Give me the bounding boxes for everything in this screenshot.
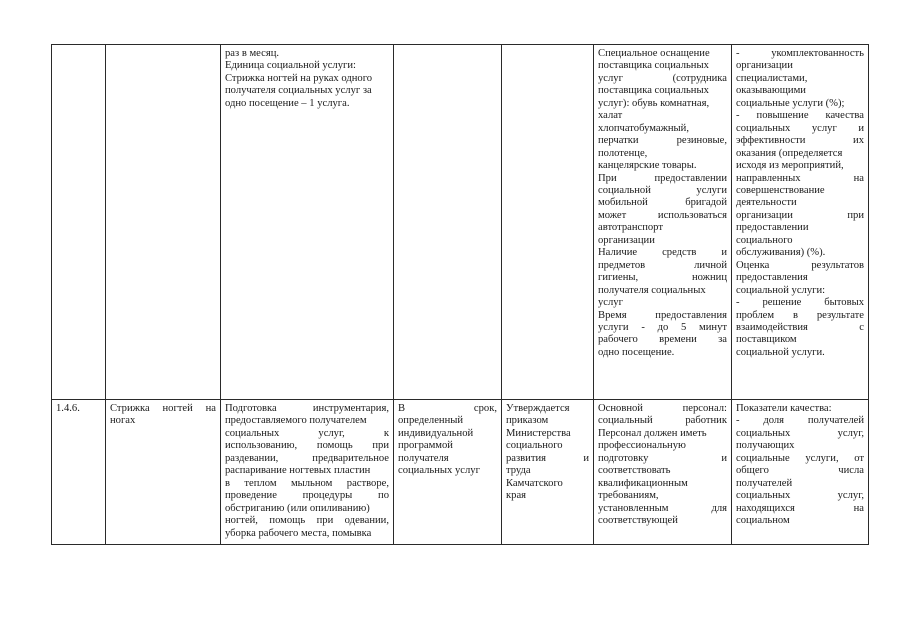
table-row [52, 45, 869, 400]
cell-number [52, 45, 106, 400]
text-line: исходя из мероприятий, [736, 160, 844, 172]
text-line: канцелярские товары. [598, 160, 697, 172]
text-line: получателей [736, 477, 793, 489]
cell-norm [502, 45, 594, 400]
text-line: услуг (сотрудника [598, 72, 727, 84]
text-line: - решение бытовых [736, 297, 864, 309]
cell-conditions [594, 400, 732, 545]
text-line: деятельности [736, 197, 797, 209]
text-line: получателя [398, 452, 449, 464]
text-line: организации [598, 234, 655, 246]
text-line: социальной услуги. [736, 346, 825, 358]
text-line: индивидуальной [398, 427, 474, 439]
cell-service-content [221, 400, 394, 545]
cell-service-content [221, 45, 394, 400]
table-row [52, 400, 869, 545]
text-line: раздевании, предварительное [225, 452, 389, 464]
text-line: социальных услуг, [736, 427, 864, 439]
text-line: программой [398, 440, 453, 452]
services-table [51, 44, 869, 545]
text-line: социальных услуг [398, 465, 480, 477]
cell-conditions [594, 45, 732, 400]
text-line: края [506, 490, 527, 502]
text-line: социальных услуг, [736, 490, 864, 502]
text-line: квалификационным [598, 477, 688, 489]
text-line: обстриганию (или опиливанию) [225, 502, 370, 514]
text-line: полотенце, [598, 147, 648, 159]
text-line: подготовку и [598, 452, 727, 464]
text-line: предоставляемого получателем [225, 415, 367, 427]
text-line: требованиям, [598, 490, 659, 502]
text-line: услуг): обувь комнатная, [598, 97, 710, 109]
text-line: одно посещение – 1 услуга. [225, 97, 350, 109]
text-line: Персонал должен иметь [598, 427, 707, 439]
text-line: услуги - до 5 минут [598, 321, 727, 333]
text-line: установленным для [598, 502, 727, 514]
text-line: уборка рабочего места, помывка [225, 527, 372, 539]
text-line: социальных услуг, к [225, 427, 389, 439]
text-line: общего числа [736, 465, 864, 477]
text-line: социальных услуг и [736, 122, 864, 134]
text-line: определенный [398, 415, 464, 427]
text-line: перчатки резиновые, [598, 135, 727, 147]
text-line: рабочего времени за [598, 334, 727, 346]
cell-service-name [106, 400, 221, 545]
text-line: социальной услуги: [736, 284, 826, 296]
text-line: проблем в результате [736, 309, 864, 321]
cell-term [394, 400, 502, 545]
text-line: развития и [506, 452, 589, 464]
cell-service-name [106, 45, 221, 400]
text-line: приказом [506, 415, 549, 427]
text-line: социальные услуги, от [736, 452, 864, 464]
text-line: социальной услуги [598, 184, 727, 196]
text-line: одно посещение. [598, 346, 675, 358]
text-line: Стрижка ногтей на [110, 403, 216, 414]
cell-number: 1.4.6. [52, 400, 106, 545]
text-line: - укомплектованность [736, 48, 864, 59]
text-line: профессиональную [598, 440, 686, 452]
text-line: - доля получателей [736, 415, 864, 427]
text-line: гигиены, ножниц [598, 272, 727, 284]
text-line: использованию, помощь при [225, 440, 389, 452]
text-line: Специальное оснащение [598, 48, 710, 59]
text-line: Подготовка инструментария, [225, 403, 389, 414]
text-line: мобильной бригадой [598, 197, 727, 209]
text-line: Наличие средств и [598, 247, 727, 259]
text-line: соответствующей [598, 515, 678, 527]
text-line: Оценка результатов [736, 259, 864, 271]
cell-quality [732, 45, 869, 400]
text-line: Основной персонал: [598, 403, 727, 414]
text-line: При предоставлении [598, 172, 727, 184]
text-line: труда [506, 465, 531, 477]
text-line: в теплом мыльном растворе, [225, 477, 389, 489]
text-line: Показатели качества: [736, 403, 832, 414]
text-line: поставщиком [736, 334, 797, 346]
text-line: предоставлении [736, 222, 809, 234]
text-line: получающих [736, 440, 795, 452]
text-line: Министерства [506, 427, 571, 439]
text-line: халат [598, 110, 623, 122]
text-line: эффективности их [736, 135, 864, 147]
text-line: направленных на [736, 172, 864, 184]
text-line: организации [736, 60, 793, 72]
cell-norm [502, 400, 594, 545]
text-line: получателя социальных [598, 284, 706, 296]
text-line: услуг [598, 297, 623, 309]
text-line: автотранспорт [598, 222, 663, 234]
text-line: может использоваться [598, 209, 727, 221]
text-line: ногах [110, 415, 136, 427]
text-line: - повышение качества [736, 110, 864, 122]
text-line: Утверждается [506, 403, 570, 414]
text-line: проведение процедуры по [225, 490, 389, 502]
text-line: социального [736, 234, 793, 246]
text-line: социальный работник [598, 415, 727, 427]
text-line: Камчатского [506, 477, 563, 489]
text-line: Стрижка ногтей на руках одного [225, 72, 373, 84]
text-line: раз в месяц. [225, 48, 280, 59]
cell-quality [732, 400, 869, 545]
text-line: совершенствование [736, 184, 825, 196]
text-line: специалистами, [736, 72, 808, 84]
text-line: социальном [736, 515, 790, 527]
text-line: обслуживания) (%). [736, 247, 826, 259]
text-line: ногтей, помощь при одевании, [225, 515, 389, 527]
text-line: оказывающими [736, 85, 806, 97]
text-line: взаимодействия с [736, 321, 864, 333]
text-line: предметов личной [598, 259, 727, 271]
text-line: поставщика социальных [598, 60, 709, 72]
text-line: Единица социальной услуги: [225, 60, 356, 72]
text-line: организации при [736, 209, 864, 221]
text-line: В срок, [398, 403, 497, 414]
cell-term [394, 45, 502, 400]
text-line: предоставления [736, 272, 808, 284]
text-line: Время предоставления [598, 309, 727, 321]
text-line: оказания (определяется [736, 147, 843, 159]
text-line: соответствовать [598, 465, 671, 477]
text-line: распаривание ногтевых пластин [225, 465, 371, 477]
text-line: социальные услуги (%); [736, 97, 845, 109]
text-line: социального [506, 440, 563, 452]
text-line: хлопчатобумажный, [598, 122, 689, 134]
text-line: находящихся на [736, 502, 864, 514]
text-line: поставщика социальных [598, 85, 709, 97]
text-line: получателя социальных услуг за [225, 85, 372, 97]
